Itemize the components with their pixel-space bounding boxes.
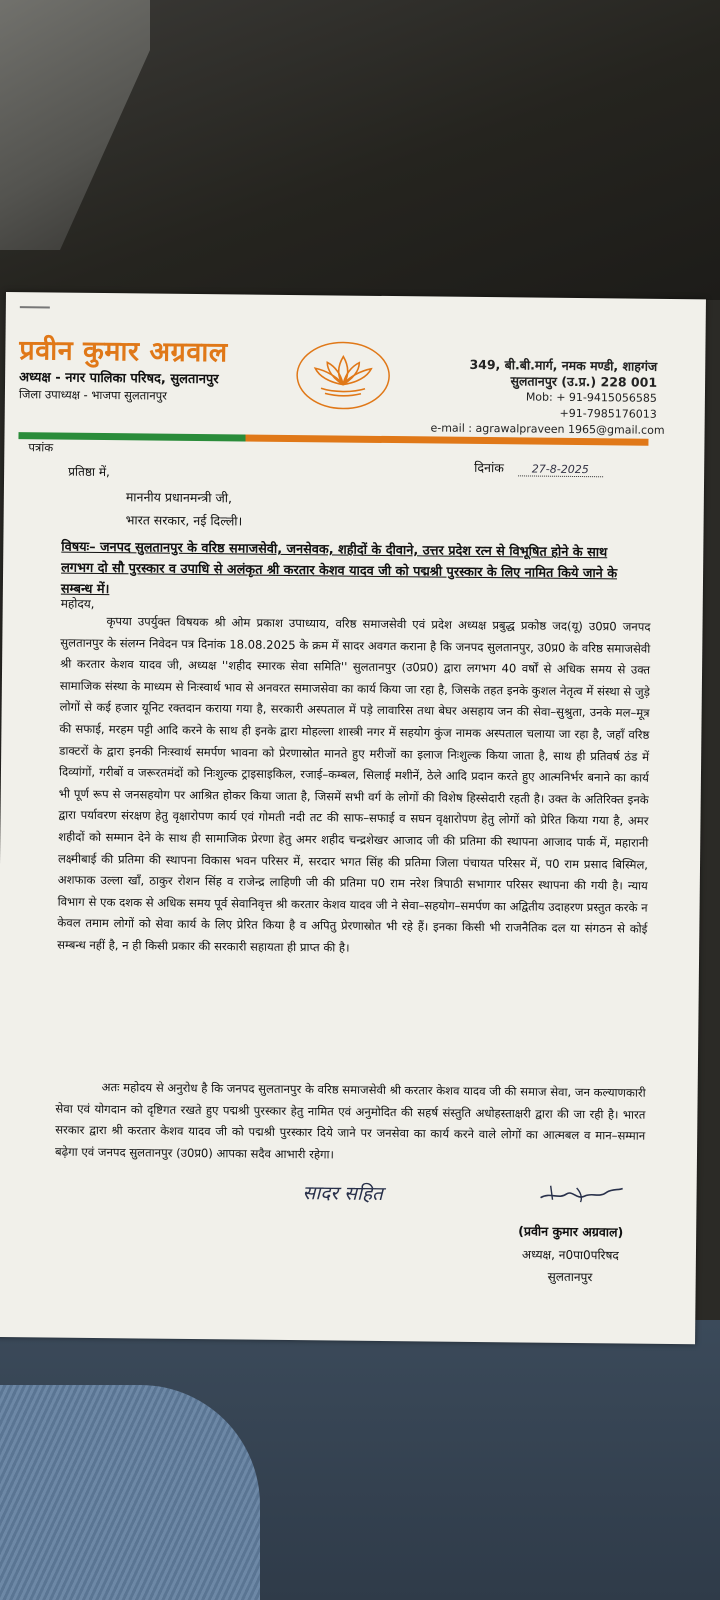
mobile-1: Mob: + 91-9415056585 [525, 390, 657, 405]
address-line-1: 349, बी.बी.मार्ग, नमक मण्डी, शाहगंज [469, 356, 658, 374]
salutation: महोदय, [60, 596, 95, 611]
to-label: प्रतिष्ठा में, [68, 464, 110, 480]
letterhead-name: प्रवीन कुमार अग्रवाल [19, 335, 228, 369]
letter-paper [0, 292, 706, 1344]
addressee-line-1: माननीय प्रधानमन्त्री जी, [125, 489, 233, 506]
top-rule [20, 306, 50, 308]
denim-fabric [0, 1385, 260, 1600]
date-label: दिनांक [474, 459, 504, 476]
letterhead-post-1: अध्यक्ष - नगर पालिका परिषद, सुलतानपुर [19, 370, 219, 388]
lotus-emblem-icon [293, 340, 394, 411]
mobile-2: +91-7985176013 [559, 406, 657, 421]
letterhead-post-2: जिला उपाध्यक्ष - भाजपा सुलतानपुर [18, 387, 167, 403]
signature [536, 1178, 626, 1209]
body-paragraph-2: अतः महोदय से अनुरोध है कि जनपद सुलतानपुर के वरिष्ठ समाजसेवी श्री करतार केशव यादव जी की समाज सेवा, जन कल्याणकारी सेवा एवं योगदान को दृष्टिगत रखते हुए पद्मश्री पुरस्कार हेतु नामित एवं अनुमोदित की सहर्ष संस्तुति अधोहस्ताक्षरी द्वारा की जा रही है। भारत सरकार द्वारा श्री करतार केशव यादव जी को पद्मश्री पुरस्कार दिये जाने पर जनसेवा का कार्य करने वाले लोगों का आत्मबल व मान–सम्मान बढ़ेगा एवं जनपद सुलतानपुर (उ0प्र0) आपका सदैव आभारी रहेगा। [54, 1080, 646, 1162]
addressee-line-2: भारत सरकार, नई दिल्ली। [125, 512, 243, 529]
addressee-block [126, 485, 243, 532]
ref-label: पत्रांक [28, 440, 54, 455]
signer-name: (प्रवीन कुमार अग्रवाल) [518, 1223, 624, 1240]
date-value: 27-8-2025 [518, 462, 603, 477]
address-line-2: सुलतानपुर (उ.प्र.) 228 001 [510, 373, 658, 390]
signer-place: सुलतानपुर [547, 1269, 593, 1285]
letter-subject: विषयः– जनपद सुलतानपुर के वरिष्ठ समाजसेवी, जनसेवक, शहीदों के दीवाने, उत्तर प्रदेश रत्न से विभूषित होने के साथ लगभग दो सौ पुरस्कार व उपाधि से अलंकृत श्री करतार केशव यादव जी को पद्मश्री पुरस्कार के लिए नामित किये जाने के सम्बन्ध में। [60, 539, 618, 598]
letterhead-address [469, 357, 657, 423]
handwritten-closing: सादर सहित [302, 1182, 384, 1205]
letterhead-email: e-mail : agrawalpraveen 1965@gmail.com [430, 421, 665, 437]
signer-post: अध्यक्ष, न0पा0परिषद [521, 1247, 619, 1263]
date-block [474, 459, 603, 477]
body-paragraph-1: कृपया उपर्युक्त विषयक श्री ओम प्रकाश उपाध्याय, वरिष्ठ समाजसेवी एवं प्रदेश अध्यक्ष प्रबुद्ध प्रकोष्ठ जद(यू) उ0प्र0 जनपद सुलतानपुर के संलग्न निवेदन पत्र दिनांक 18.08.2025 के क्रम में सादर अवगत कराना है कि जनपद सुलतानपुर, उ0प्र0 के वरिष्ठ समाजसेवी श्री करतार केशव यादव जी, अध्यक्ष ''शहीद स्मारक सेवा समिति'' सुलतानपुर (उ0प्र0) द्वारा लगभग 40 वर्षों से अधिक समय से उक्त सामाजिक संस्था के माध्यम से निःस्वार्थ भाव से अनवरत समाजसेवा का कार्य किया जा रहा है, जिसके तहत इनके कुशल नेतृत्व में संस्था से जुड़े लोगों से कई हजार यूनिट रक्तदान कराया गया है, सरकारी अस्पताल में पड़े लावारिस तथा बेघर असहाय जन की सेवा–सुश्रुता, उनके मल–मूत्र की सफाई, मरहम पट्टी आदि करने के साथ ही इनके द्वारा मोहल्ला शास्त्री नगर में सहयोग कुंज नामक अस्पताल चलाया जा रहा है, जहाँ वरिष्ठ डाक्टरों के द्वारा इनकी निःस्वार्थ समर्पण भावना को प्रेरणास्रोत मानते हुए मरीजों का इलाज निःशुल्क किया जाता है, साथ ही प्रतिवर्ष ठंड में दिव्यांगों, गरीबों व जरूरतमंदों को निःशुल्क ट्राइसाइकिल, रजाई–कम्बल, सिलाई मशीनें, ठेले आदि प्रदान करते हुए आत्मनिर्भर बनाने का कार्य भी पूर्ण रूप से जनसहयोग पर आश्रित होकर किया जाता है, जिसमें सभी वर्ग के लोगों की विशेष हिस्सेदारी रहती है। उक्त के अतिरिक्त इनके द्वारा पर्यावरण संरक्षण हेतु वृक्षारोपण कार्य एवं गोमती नदी तट की साफ–सफाई व सघन वृक्षारोपण हेतु लोगों को प्रेरित किया गया है, अमर शहीदों को सम्मान देने के साथ ही सामाजिक प्रेरणा हेतु अमर शहीद चन्द्रशेखर आजाद जी की प्रतिमा की स्थापना आजाद पार्क में, महारानी लक्ष्मीबाई की प्रतिमा की स्थापना विकास भवन परिसर में, सरदार भगत सिंह की प्रतिमा जिला पंचायत परिसर में, प0 राम प्रसाद बिस्मिल, अशफाक उल्ला खाँ, ठाकुर रोशन सिंह व राजेन्द्र लाहिणी जी की प्रतिमा प0 राम नरेश त्रिपाठी सभागार परिसर स्थापना की गयी है। न्याय विभाग से एक दशक से अधिक समय पूर्व सेवानिवृत्त श्री करतार केशव यादव जी ने सेवा–सहयोग–समर्पण का अद्वितीय उदाहरण प्रस्तुत करके न केवल तमाम लोगों को सेवा कार्य के लिए प्रेरित किया है व अपितु प्रेरणास्रोत भी रहे हैं। इनका किसी भी राजनैतिक दल या संगठन से कोई सम्बन्ध नहीं है, न ही किसी प्रकार की सरकारी सहायता ही प्राप्त की है। [57, 614, 651, 955]
